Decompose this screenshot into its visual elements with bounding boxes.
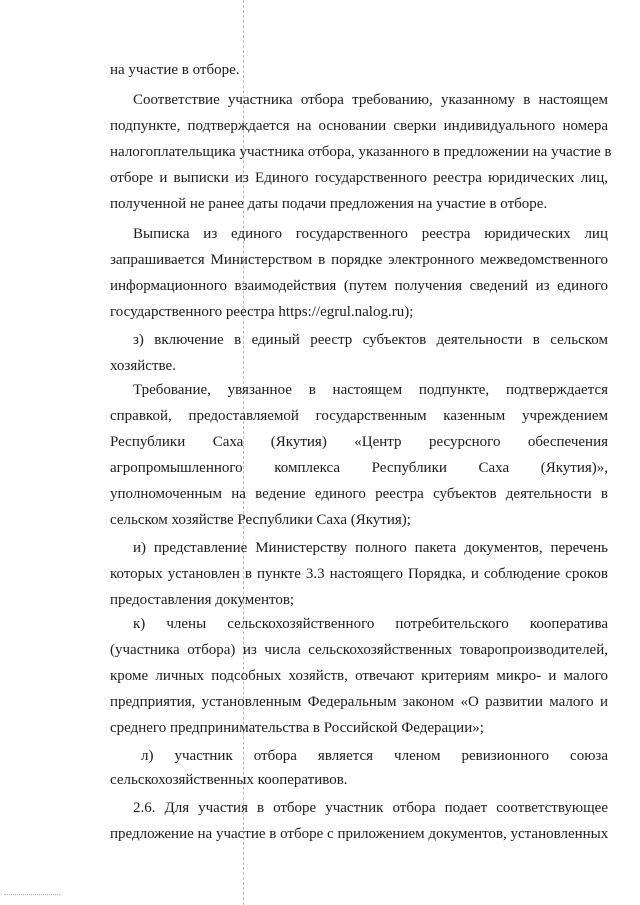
text-line: сельском хозяйстве Республики Саха (Якутия);	[110, 512, 411, 528]
text-line: государственного реестра https://egrul.nalog.ru);	[110, 304, 414, 320]
text-line: л) участник отбора является членом ревизионного союза	[141, 748, 608, 764]
text-line: справкой, предоставляемой государственным казенным учреждением	[110, 408, 608, 424]
scan-artifact	[4, 894, 60, 895]
text-line: Требование, увязанное в настоящем подпункте, подтверждается	[133, 382, 608, 398]
text-line: информационного взаимодействия (путем получения сведений из единого	[110, 278, 608, 294]
text-line: которых установлен в пункте 3.3 настоящего Порядка, и соблюдение сроков	[110, 566, 608, 582]
text-line: 2.6. Для участия в отборе участник отбора подает соответствующее	[133, 800, 608, 816]
text-line: Соответствие участника отбора требованию, указанному в настоящем	[133, 92, 608, 108]
text-line: к) члены сельскохозяйственного потребительского кооператива	[133, 616, 608, 632]
text-line: предложение на участие в отборе с приложением документов, установленных	[110, 826, 609, 842]
text-line: запрашивается Министерством в порядке электронного межведомственного	[110, 252, 608, 268]
text-line: кроме личных подсобных хозяйств, отвечают критериям микро- и малого	[110, 668, 608, 684]
text-line: агропромышленного комплекса Республики Саха (Якутия)»,	[110, 460, 608, 476]
text-line: (участника отбора) из числа сельскохозяйственных товаропроизводителей,	[110, 642, 608, 658]
text-line: на участие в отборе.	[110, 62, 240, 78]
text-line: уполномоченным на ведение единого реестра субъектов деятельности в	[110, 486, 608, 502]
text-line: полученной не ранее даты подачи предложения на участие в отборе.	[110, 196, 548, 212]
text-line: з) включение в единый реестр субъектов деятельности в сельском	[133, 332, 608, 348]
text-line: среднего предпринимательства в Российской Федерации»;	[110, 720, 484, 736]
text-line: хозяйстве.	[110, 358, 176, 374]
text-line: налогоплательщика участника отбора, указанного в предложении на участие в	[110, 144, 612, 160]
text-line: подпункте, подтверждается на основании сверки индивидуального номера	[110, 118, 608, 134]
text-line: отборе и выписки из Единого государственного реестра юридических лиц,	[110, 170, 608, 186]
text-line: Выписка из единого государственного реестра юридических лиц	[133, 226, 608, 242]
text-line: предоставления документов;	[110, 592, 295, 608]
text-line: сельскохозяйственных кооперативов.	[110, 772, 348, 788]
text-line: предприятия, установленным Федеральным законом «О развитии малого и	[110, 694, 608, 710]
text-line: Республики Саха (Якутия) «Центр ресурсного обеспечения	[110, 434, 608, 450]
text-line: и) представление Министерству полного пакета документов, перечень	[133, 540, 608, 556]
